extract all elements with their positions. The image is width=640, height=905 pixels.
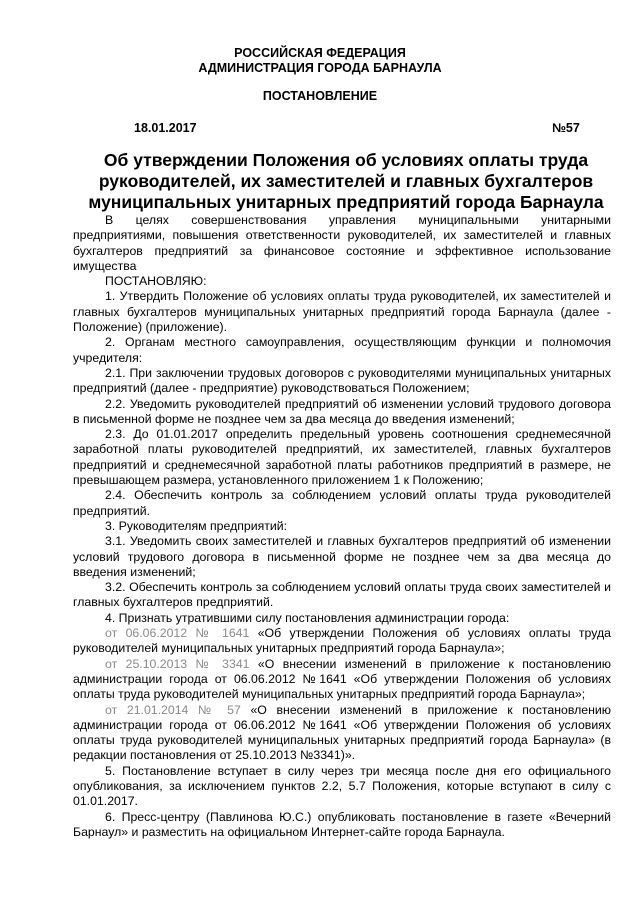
item-2-paragraph: 2. Органам местного самоуправления, осуществляющим функции и полномочия учредителя:: [73, 335, 611, 365]
repeal-ref-1: от 06.06.2012 № 1641: [105, 626, 250, 641]
repeal-ref-3: от 21.01.2014 № 57: [105, 702, 241, 717]
resolve-paragraph: ПОСТАНОВЛЯЮ:: [105, 274, 207, 289]
item-2-1-paragraph: 2.1. При заключении трудовых договоров с руководителями муниципальных унитарных предприятий (далее - предприятие) руководствоваться Положением;: [73, 365, 611, 396]
repeal-item-2: [73, 657, 611, 703]
repeal-item-1: [73, 626, 611, 657]
repeal-item-3: [73, 703, 611, 764]
item-6-paragraph: 6. Пресс-центру (Павлинова Ю.С.) опубликовать постановление в газете «Вечерний Барнаул» и разместить на официальном Интернет-сайте города Барнаула.: [73, 809, 611, 839]
item-3-1-paragraph: 3.1. Уведомить своих заместителей и главных бухгалтеров предприятий об изменении условий трудового договора в письменной форме не позднее чем за два месяца до введения изменений;: [73, 534, 611, 579]
item-3-2-paragraph: 3.2. Обеспечить контроль за соблюдением условий оплаты труда своих заместителей и главных бухгалтеров предприятий.: [73, 580, 611, 610]
preamble-paragraph: В целях совершенствования управления муниципальными унитарными предприятиями, повышения ответственности руководителей, их заместителей и главных бухгалтеров предприятий за финансовое состояние и эффективное использование имущества: [73, 213, 611, 273]
repeal-text-3: «О внесении изменений в приложение к постановлению администрации города от 06.06.2012 №1641 «Об утверждении Положения об условиях оплаты труда руководителей муниципальных унитарных предприятий города Барнаула» (в редакции постановления от 25.10.2013 №3341)».: [73, 702, 611, 763]
item-2-3-paragraph: 2.3. До 01.01.2017 определить предельный уровень соотношения среднемесячной заработной платы руководителей предприятий, их заместителей, главных бухгалтеров предприятий и среднемесячной заработной платы работников предприятий в размере, не превышающем размера, установленного приложением 1 к Положению;: [73, 427, 611, 488]
doc-type-heading: ПОСТАНОВЛЕНИЕ: [262, 89, 378, 103]
repeal-text-2: «О внесении изменений в приложение к постановлению администрации города от 06.06.2012 №1641 «Об утверждении Положения об условиях оплаты труда руководителей муниципальных унитарных предприятий города Барнаула»;: [73, 656, 611, 702]
doc-title-line-1: Об утверждении Положения об условиях оплаты труда: [103, 150, 589, 170]
item-1-paragraph: 1. Утвердить Положение об условиях оплаты труда руководителей, их заместителей и главных бухгалтеров муниципальных унитарных предприятий города Барнаула (далее - Положение) (приложение).: [73, 289, 611, 335]
doc-body: [73, 213, 611, 840]
doc-title-line-3: муниципальных унитарных предприятий города Барнаула: [88, 192, 604, 212]
authority-heading: АДМИНИСТРАЦИЯ ГОРОДА БАРНАУЛА: [198, 61, 442, 75]
item-2-4-paragraph: 2.4. Обеспечить контроль за соблюдением условий оплаты труда руководителей предприятий.: [73, 488, 611, 518]
repeal-ref-2: от 25.10.2013 № 3341: [105, 656, 250, 671]
doc-number: №57: [552, 121, 580, 135]
item-2-2-paragraph: 2.2. Уведомить руководителей предприятий об изменении условий трудового договора в письменной форме не позднее чем за два месяца до введения изменений;: [73, 396, 611, 426]
item-5-paragraph: 5. Постановление вступает в силу через три месяца после дня его официального опубликования, за исключением пунктов 2.2, 5.7 Положения, которые вступают в силу с 01.01.2017.: [73, 763, 611, 809]
item-3-paragraph: 3. Руководителям предприятий:: [105, 518, 288, 533]
doc-title-line-2: руководителей, их заместителей и главных бухгалтеров: [98, 171, 594, 191]
item-4-paragraph: 4. Признать утратившими силу постановления администрации города:: [105, 610, 510, 625]
doc-date: 18.01.2017: [134, 121, 197, 135]
country-heading: РОССИЙСКАЯ ФЕДЕРАЦИЯ: [234, 46, 406, 60]
repeal-text-1: «Об утверждении Положения об условиях оплаты труда руководителей муниципальных унитарных предприятий города Барнаула»;: [73, 626, 611, 656]
